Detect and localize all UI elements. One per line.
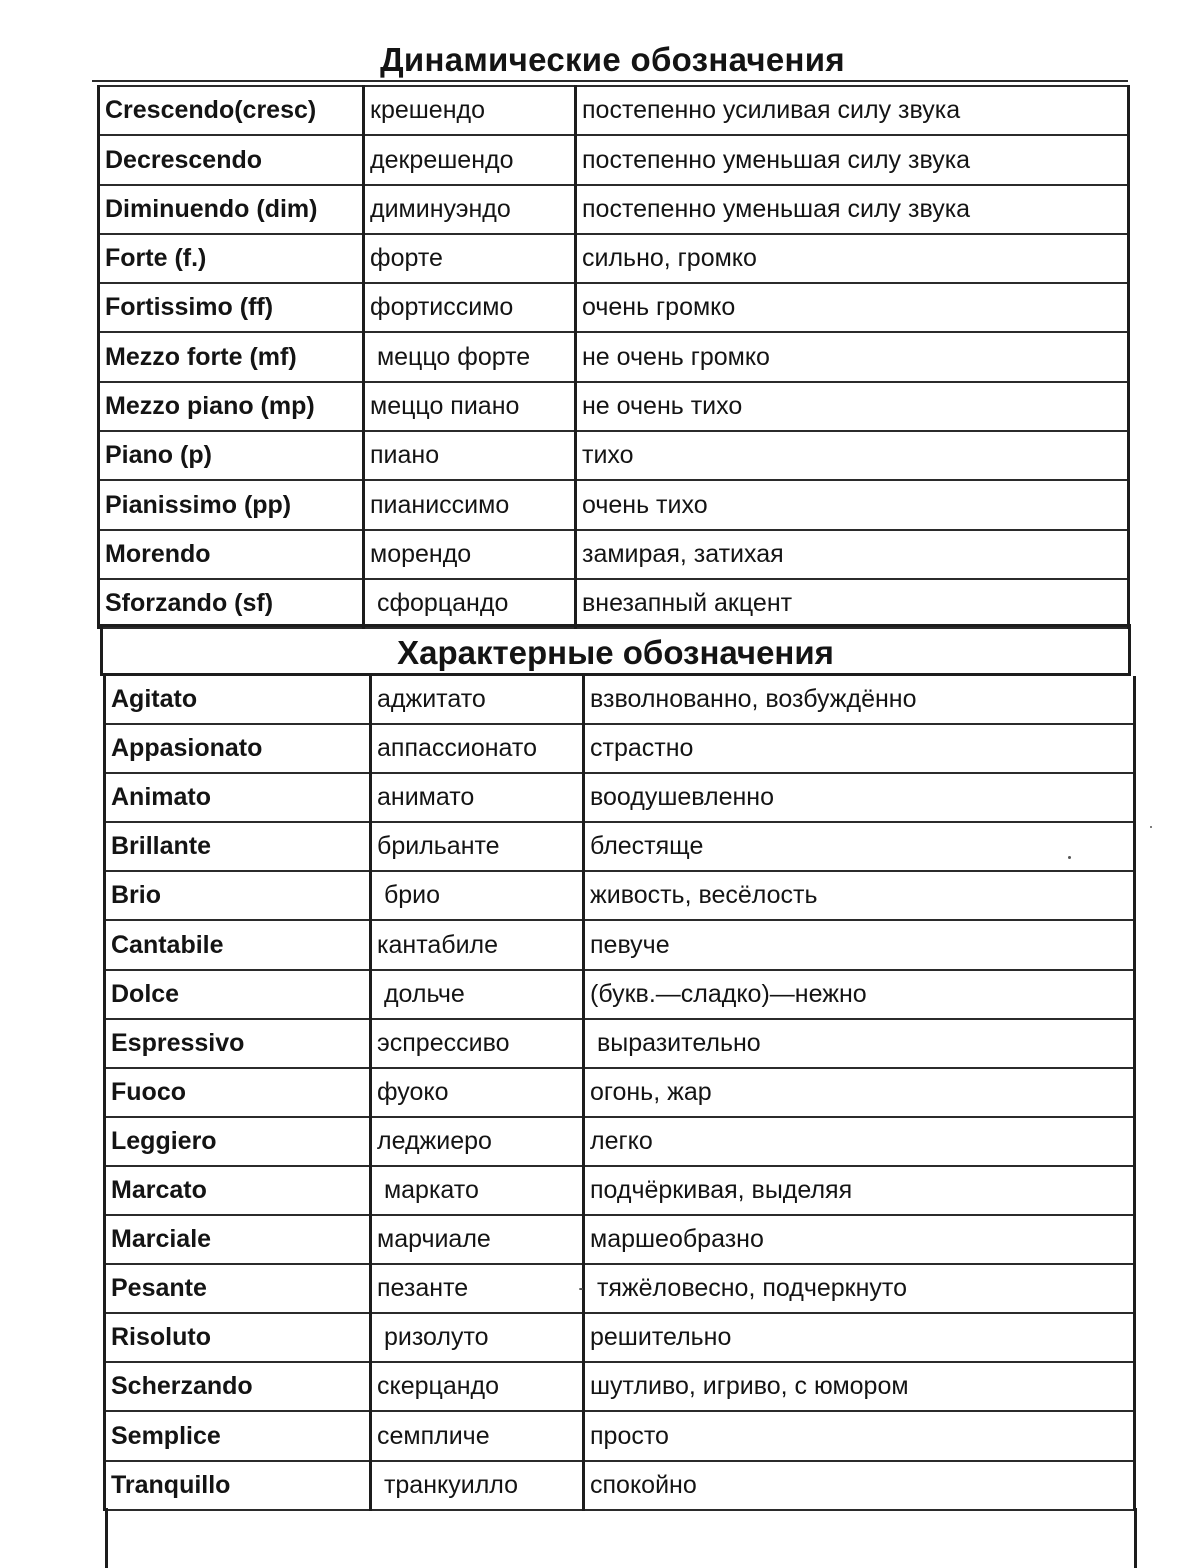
pronunciation-cell: скерцандо xyxy=(371,1362,584,1411)
pronunciation-cell: кантабиле xyxy=(371,920,584,969)
meaning-cell: (букв.—сладко)—нежно xyxy=(584,970,1135,1019)
table-row xyxy=(105,871,1135,920)
term-cell: Mezzo piano (mp) xyxy=(99,382,364,431)
pronunciation-cell: семпличе xyxy=(371,1411,584,1460)
table-row xyxy=(105,1264,1135,1313)
table-row xyxy=(99,283,1129,332)
meaning-cell: блестяще xyxy=(584,822,1135,871)
term-cell: Diminuendo (dim) xyxy=(99,185,364,234)
meaning-cell: постепенно уменьшая силу звука xyxy=(576,185,1129,234)
term-cell: Tranquillo xyxy=(105,1461,371,1510)
pronunciation-cell: крешендо xyxy=(364,86,576,135)
pronunciation-cell: пезанте xyxy=(371,1264,584,1313)
scan-speck xyxy=(1150,826,1152,828)
dynamic-section-title: Динамические обозначения xyxy=(380,41,845,78)
table-row xyxy=(99,530,1129,579)
pronunciation-cell: транкуилло xyxy=(371,1461,584,1510)
pronunciation-cell: форте xyxy=(364,234,576,283)
term-cell: Semplice xyxy=(105,1411,371,1460)
meaning-cell: не очень громко xyxy=(576,332,1129,381)
pronunciation-cell: маркато xyxy=(371,1166,584,1215)
table-row xyxy=(99,234,1129,283)
dynamic-markings-table xyxy=(97,85,1130,629)
pronunciation-cell: эспрессиво xyxy=(371,1019,584,1068)
table-row xyxy=(99,86,1129,135)
table-row xyxy=(105,1019,1135,1068)
pronunciation-cell: декрешендо xyxy=(364,135,576,184)
scan-speck xyxy=(579,1288,583,1290)
term-cell: Leggiero xyxy=(105,1117,371,1166)
meaning-cell: постепенно усиливая силу звука xyxy=(576,86,1129,135)
pronunciation-cell: меццо пиано xyxy=(364,382,576,431)
term-cell: Appasionato xyxy=(105,724,371,773)
table-row xyxy=(99,332,1129,381)
term-cell: Sforzando (sf) xyxy=(99,579,364,628)
pronunciation-cell: аппассионато xyxy=(371,724,584,773)
pronunciation-cell: фортиссимо xyxy=(364,283,576,332)
meaning-cell: взволнованно, возбуждённо xyxy=(584,676,1135,724)
meaning-cell: не очень тихо xyxy=(576,382,1129,431)
empty-bottom-area xyxy=(105,1508,1137,1568)
meaning-cell: шутливо, игриво, с юмором xyxy=(584,1362,1135,1411)
meaning-cell: воодушевленно xyxy=(584,773,1135,822)
pronunciation-cell: дольче xyxy=(371,970,584,1019)
pronunciation-cell: пиано xyxy=(364,431,576,480)
dynamic-markings-body xyxy=(99,86,1129,628)
term-cell: Morendo xyxy=(99,530,364,579)
term-cell: Espressivo xyxy=(105,1019,371,1068)
term-cell: Cantabile xyxy=(105,920,371,969)
pronunciation-cell: меццо форте xyxy=(364,332,576,381)
pronunciation-cell: анимато xyxy=(371,773,584,822)
pronunciation-cell: ризолуто xyxy=(371,1313,584,1362)
pronunciation-cell: морендо xyxy=(364,530,576,579)
term-cell: Animato xyxy=(105,773,371,822)
table-row xyxy=(105,1215,1135,1264)
table-row xyxy=(105,970,1135,1019)
pronunciation-cell: брильанте xyxy=(371,822,584,871)
meaning-cell: просто xyxy=(584,1411,1135,1460)
meaning-cell: сильно, громко xyxy=(576,234,1129,283)
table-row xyxy=(105,822,1135,871)
table-row xyxy=(99,431,1129,480)
meaning-cell: подчёркивая, выделяя xyxy=(584,1166,1135,1215)
meaning-cell: решительно xyxy=(584,1313,1135,1362)
term-cell: Fortissimo (ff) xyxy=(99,283,364,332)
meaning-cell: очень громко xyxy=(576,283,1129,332)
term-cell: Pianissimo (pp) xyxy=(99,480,364,529)
pronunciation-cell: фуоко xyxy=(371,1068,584,1117)
meaning-cell: певуче xyxy=(584,920,1135,969)
term-cell: Pesante xyxy=(105,1264,371,1313)
table-row xyxy=(105,1117,1135,1166)
pronunciation-cell: брио xyxy=(371,871,584,920)
term-cell: Scherzando xyxy=(105,1362,371,1411)
term-cell: Marciale xyxy=(105,1215,371,1264)
term-cell: Brio xyxy=(105,871,371,920)
table-row xyxy=(105,1166,1135,1215)
term-cell: Mezzo forte (mf) xyxy=(99,332,364,381)
character-markings-table xyxy=(103,676,1136,1511)
scan-speck xyxy=(1068,856,1071,859)
top-rule xyxy=(92,80,1128,82)
meaning-cell: живость, весёлость xyxy=(584,871,1135,920)
table-row xyxy=(99,185,1129,234)
meaning-cell: внезапный акцент xyxy=(576,579,1129,628)
table-row xyxy=(105,1068,1135,1117)
pronunciation-cell: сфорцандо xyxy=(364,579,576,628)
table-row xyxy=(105,1313,1135,1362)
table-row xyxy=(105,676,1135,724)
meaning-cell: спокойно xyxy=(584,1461,1135,1510)
pronunciation-cell: диминуэндо xyxy=(364,185,576,234)
meaning-cell: маршеобразно xyxy=(584,1215,1135,1264)
table-row xyxy=(105,724,1135,773)
table-row xyxy=(105,1362,1135,1411)
term-cell: Fuoco xyxy=(105,1068,371,1117)
term-cell: Dolce xyxy=(105,970,371,1019)
term-cell: Marcato xyxy=(105,1166,371,1215)
meaning-cell: легко xyxy=(584,1117,1135,1166)
meaning-cell: постепенно уменьшая силу звука xyxy=(576,135,1129,184)
meaning-cell: огонь, жар xyxy=(584,1068,1135,1117)
table-row xyxy=(105,1461,1135,1510)
term-cell: Agitato xyxy=(105,676,371,724)
meaning-cell: тихо xyxy=(576,431,1129,480)
meaning-cell: тяжёловесно, подчеркнуто xyxy=(584,1264,1135,1313)
pronunciation-cell: леджиеро xyxy=(371,1117,584,1166)
table-row xyxy=(105,773,1135,822)
meaning-cell: выразительно xyxy=(584,1019,1135,1068)
character-markings-body xyxy=(105,676,1135,1510)
character-section-title: Характерные обозначения xyxy=(100,624,1131,676)
term-cell: Brillante xyxy=(105,822,371,871)
meaning-cell: страстно xyxy=(584,724,1135,773)
meaning-cell: очень тихо xyxy=(576,480,1129,529)
term-cell: Crescendo(cresc) xyxy=(99,86,364,135)
table-row xyxy=(99,579,1129,628)
pronunciation-cell: марчиале xyxy=(371,1215,584,1264)
term-cell: Risoluto xyxy=(105,1313,371,1362)
table-row xyxy=(99,382,1129,431)
pronunciation-cell: аджитато xyxy=(371,676,584,724)
meaning-cell: замирая, затихая xyxy=(576,530,1129,579)
table-row xyxy=(99,480,1129,529)
term-cell: Forte (f.) xyxy=(99,234,364,283)
term-cell: Decrescendo xyxy=(99,135,364,184)
table-row xyxy=(105,920,1135,969)
table-row xyxy=(99,135,1129,184)
table-row xyxy=(105,1411,1135,1460)
pronunciation-cell: пианиссимо xyxy=(364,480,576,529)
term-cell: Piano (p) xyxy=(99,431,364,480)
